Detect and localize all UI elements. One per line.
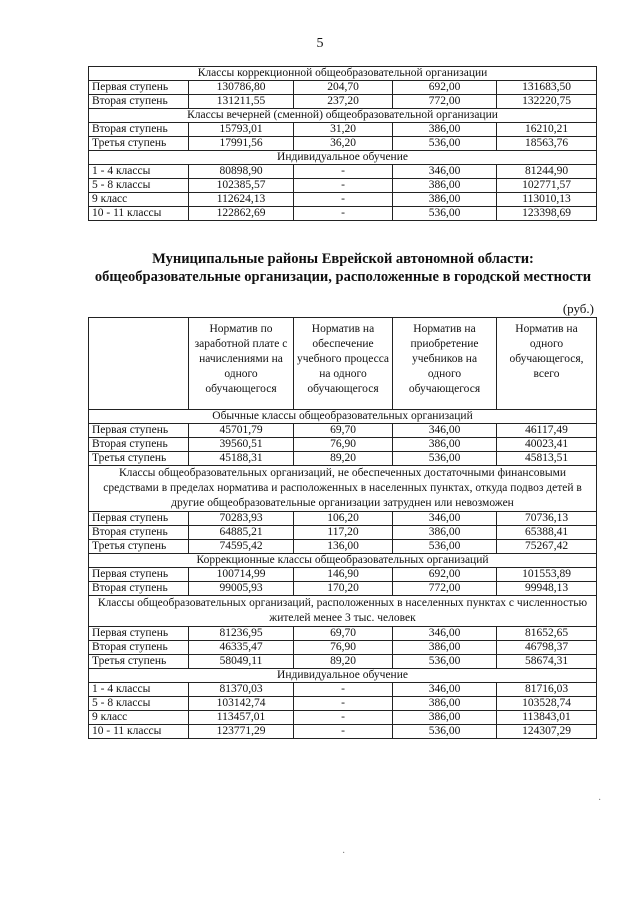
table-row <box>89 165 597 179</box>
table-cell: 692,00 <box>393 568 497 582</box>
table-row <box>89 540 597 554</box>
table-cell: 132220,75 <box>497 95 597 109</box>
section-row <box>89 466 597 512</box>
section-title: Индивидуальное обучение <box>89 151 597 165</box>
table-cell: 89,20 <box>294 655 393 669</box>
section-title: Обычные классы общеобразовательных организаций <box>89 410 597 424</box>
row-label: 10 - 11 классы <box>89 725 189 739</box>
table-cell: 117,20 <box>294 526 393 540</box>
table-cell: 69,70 <box>294 627 393 641</box>
table-row <box>89 137 597 151</box>
header-process: Норматив на обеспечение учебного процесса на одного обучающегося <box>294 318 393 410</box>
table-cell: 346,00 <box>393 165 497 179</box>
row-label: Первая ступень <box>89 627 189 641</box>
header-total: Норматив на одного обучающегося, всего <box>497 318 597 410</box>
scan-mark: · <box>342 848 346 859</box>
table-cell: 18563,76 <box>497 137 597 151</box>
table-cell: 65388,41 <box>497 526 597 540</box>
table-cell: 772,00 <box>393 582 497 596</box>
row-label: Третья ступень <box>89 452 189 466</box>
row-label: Вторая ступень <box>89 438 189 452</box>
table-cell: 386,00 <box>393 179 497 193</box>
table-cell: - <box>294 711 393 725</box>
section-row <box>89 151 597 165</box>
section-row <box>89 669 597 683</box>
table-cell: 15793,01 <box>189 123 294 137</box>
row-label: 5 - 8 классы <box>89 179 189 193</box>
section-row <box>89 554 597 568</box>
table-cell: 81652,65 <box>497 627 597 641</box>
table-cell: - <box>294 179 393 193</box>
table-cell: 75267,42 <box>497 540 597 554</box>
table-row <box>89 697 597 711</box>
table-cell: 100714,99 <box>189 568 294 582</box>
table-cell: 101553,89 <box>497 568 597 582</box>
row-label: 1 - 4 классы <box>89 165 189 179</box>
section-row <box>89 67 597 81</box>
table-row <box>89 95 597 109</box>
row-label: 5 - 8 классы <box>89 697 189 711</box>
table-cell: 536,00 <box>393 655 497 669</box>
table-cell: 16210,21 <box>497 123 597 137</box>
table-cell: 386,00 <box>393 438 497 452</box>
table-cell: - <box>294 725 393 739</box>
table-cell: 146,90 <box>294 568 393 582</box>
table-cell: 58674,31 <box>497 655 597 669</box>
table-row <box>89 655 597 669</box>
table-cell: - <box>294 697 393 711</box>
table-cell: 113010,13 <box>497 193 597 207</box>
table-cell: 536,00 <box>393 137 497 151</box>
table-cell: 131683,50 <box>497 81 597 95</box>
table-cell: 17991,56 <box>189 137 294 151</box>
normatives-table-2 <box>88 317 597 739</box>
table-row <box>89 81 597 95</box>
table-row <box>89 452 597 466</box>
table-row <box>89 711 597 725</box>
table-cell: 136,00 <box>294 540 393 554</box>
row-label: Первая ступень <box>89 512 189 526</box>
table-cell: 80898,90 <box>189 165 294 179</box>
table-row <box>89 123 597 137</box>
table-cell: - <box>294 683 393 697</box>
table-cell: 346,00 <box>393 424 497 438</box>
row-label: 10 - 11 классы <box>89 207 189 221</box>
table-row <box>89 179 597 193</box>
row-label: 1 - 4 классы <box>89 683 189 697</box>
row-label: Первая ступень <box>89 568 189 582</box>
section-heading: Муниципальные районы Еврейской автономной области: общеобразовательные организации, расположенные в городской местности <box>94 251 592 285</box>
header-salary: Норматив по заработной плате с начислениями на одного обучающегося <box>189 318 294 410</box>
row-label: Вторая ступень <box>89 526 189 540</box>
table-cell: - <box>294 193 393 207</box>
table-cell: 536,00 <box>393 540 497 554</box>
table-cell: 45188,31 <box>189 452 294 466</box>
table-cell: 131211,55 <box>189 95 294 109</box>
table-cell: 64885,21 <box>189 526 294 540</box>
table-cell: 113843,01 <box>497 711 597 725</box>
table-cell: 70283,93 <box>189 512 294 526</box>
table-cell: 36,20 <box>294 137 393 151</box>
table-cell: 536,00 <box>393 207 497 221</box>
table-cell: 346,00 <box>393 512 497 526</box>
table-row <box>89 582 597 596</box>
table-cell: 346,00 <box>393 683 497 697</box>
table-cell: 99948,13 <box>497 582 597 596</box>
table-cell: 237,20 <box>294 95 393 109</box>
table-cell: 46117,49 <box>497 424 597 438</box>
table-row <box>89 683 597 697</box>
row-label: Первая ступень <box>89 81 189 95</box>
table-cell: 81236,95 <box>189 627 294 641</box>
table-cell: 386,00 <box>393 711 497 725</box>
table-cell: 70736,13 <box>497 512 597 526</box>
section-row <box>89 109 597 123</box>
table-row <box>89 526 597 540</box>
normatives-table-1 <box>88 66 597 221</box>
table-cell: 204,70 <box>294 81 393 95</box>
table-cell: 40023,41 <box>497 438 597 452</box>
table-cell: 74595,42 <box>189 540 294 554</box>
table-cell: 386,00 <box>393 123 497 137</box>
table-cell: 536,00 <box>393 725 497 739</box>
section-title: Классы вечерней (сменной) общеобразовательной организации <box>89 109 597 123</box>
row-label: Третья ступень <box>89 137 189 151</box>
table-cell: 386,00 <box>393 697 497 711</box>
row-label: Вторая ступень <box>89 95 189 109</box>
table-cell: 45813,51 <box>497 452 597 466</box>
table-cell: 692,00 <box>393 81 497 95</box>
row-label: Вторая ступень <box>89 123 189 137</box>
table-cell: 76,90 <box>294 641 393 655</box>
row-label: Вторая ступень <box>89 641 189 655</box>
table-row <box>89 627 597 641</box>
section-title: Классы общеобразовательных организаций, расположенных в населенных пунктах с численностью жителей менее 3 тыс. человек <box>89 596 597 627</box>
table-cell: 106,20 <box>294 512 393 526</box>
table-cell: 58049,11 <box>189 655 294 669</box>
table-cell: 99005,93 <box>189 582 294 596</box>
table-row <box>89 193 597 207</box>
table-cell: 123398,69 <box>497 207 597 221</box>
table-row <box>89 568 597 582</box>
row-label: Третья ступень <box>89 655 189 669</box>
section-title: Индивидуальное обучение <box>89 669 597 683</box>
row-label: 9 класс <box>89 711 189 725</box>
section-title: Классы коррекционной общеобразовательной организации <box>89 67 597 81</box>
table-cell: 81244,90 <box>497 165 597 179</box>
table-cell: 103142,74 <box>189 697 294 711</box>
table-row <box>89 725 597 739</box>
table-cell: 122862,69 <box>189 207 294 221</box>
row-label: Первая ступень <box>89 424 189 438</box>
row-label: Вторая ступень <box>89 582 189 596</box>
section-title: Коррекционные классы общеобразовательных организаций <box>89 554 597 568</box>
table-cell: 113457,01 <box>189 711 294 725</box>
section-row <box>89 410 597 424</box>
table-cell: 386,00 <box>393 641 497 655</box>
table-cell: 112624,13 <box>189 193 294 207</box>
table-row <box>89 512 597 526</box>
table-cell: 124307,29 <box>497 725 597 739</box>
table-cell: 123771,29 <box>189 725 294 739</box>
table-cell: 772,00 <box>393 95 497 109</box>
section-title: Классы общеобразовательных организаций, не обеспеченных достаточными финансовыми средствами в пределах норматива и расположенных в населенных пунктах, откуда подвоз детей в другие общеобразовательные организации затруднен или невозможен <box>89 466 597 512</box>
table-cell: 386,00 <box>393 193 497 207</box>
header-empty-cell <box>89 318 189 410</box>
table-cell: 81716,03 <box>497 683 597 697</box>
table-row <box>89 424 597 438</box>
table-header-row <box>89 318 597 410</box>
section-row <box>89 596 597 627</box>
table-cell: 89,20 <box>294 452 393 466</box>
page-number: 5 <box>316 36 324 51</box>
table-cell: 45701,79 <box>189 424 294 438</box>
table-cell: 102771,57 <box>497 179 597 193</box>
header-textbooks: Норматив на приобретение учебников на одного обучающегося <box>393 318 497 410</box>
table-cell: 46335,47 <box>189 641 294 655</box>
table-cell: 46798,37 <box>497 641 597 655</box>
scan-mark: · <box>598 795 602 806</box>
table-cell: 170,20 <box>294 582 393 596</box>
table-cell: 81370,03 <box>189 683 294 697</box>
currency-unit: (руб.) <box>562 301 594 316</box>
table-cell: 386,00 <box>393 526 497 540</box>
table-row <box>89 207 597 221</box>
table-cell: 69,70 <box>294 424 393 438</box>
table-row <box>89 438 597 452</box>
table-cell: 39560,51 <box>189 438 294 452</box>
row-label: Третья ступень <box>89 540 189 554</box>
table-cell: 536,00 <box>393 452 497 466</box>
table-cell: - <box>294 165 393 179</box>
table-cell: 31,20 <box>294 123 393 137</box>
table-cell: 103528,74 <box>497 697 597 711</box>
table-cell: 346,00 <box>393 627 497 641</box>
row-label: 9 класс <box>89 193 189 207</box>
table-cell: - <box>294 207 393 221</box>
table-cell: 130786,80 <box>189 81 294 95</box>
table-cell: 102385,57 <box>189 179 294 193</box>
table-row <box>89 641 597 655</box>
table-cell: 76,90 <box>294 438 393 452</box>
